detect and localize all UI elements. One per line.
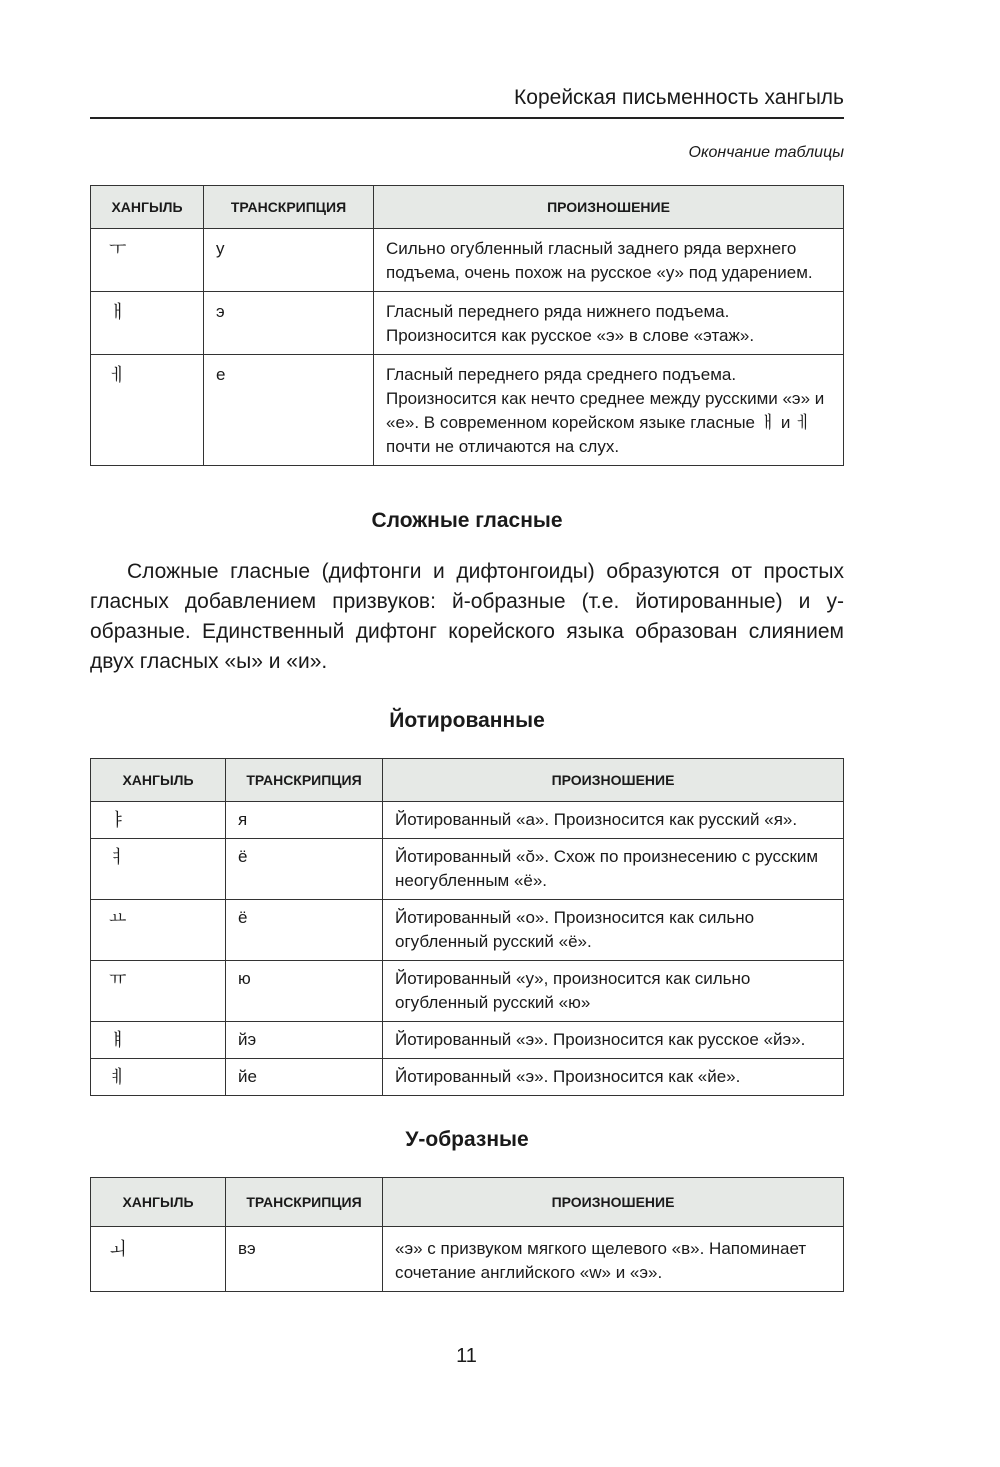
pronunciation-cell: Йотированный «э». Произносится как «йе». xyxy=(383,1059,844,1096)
hangul-cell: ㅕ xyxy=(91,839,226,900)
hangul-cell: ㅚ xyxy=(91,1227,226,1292)
u-type-vowels-table xyxy=(90,1177,844,1292)
hangul-cell: ㅜ xyxy=(91,229,204,292)
col-transcription: ТРАНСКРИПЦИЯ xyxy=(226,759,383,802)
iotated-vowels-table xyxy=(90,758,844,1096)
transcription-cell: йе xyxy=(226,1059,383,1096)
transcription-cell: йэ xyxy=(226,1022,383,1059)
intro-paragraph: Сложные гласные (дифтонги и дифтонгоиды) образуются от простых гласных добавлением призвуков: й-образные (т.е. йотированные) и у-образные. Единственный дифтонг корейского языка образован слиянием двух гласных «ы» и «и». xyxy=(90,560,844,673)
col-pronunciation: ПРОИЗНОШЕНИЕ xyxy=(383,1178,844,1227)
col-pronunciation: ПРОИЗНОШЕНИЕ xyxy=(383,759,844,802)
transcription-cell: ё xyxy=(226,900,383,961)
pronunciation-cell: «э» с призвуком мягкого щелевого «в». Напоминает сочетание английского «w» и «э». xyxy=(383,1227,844,1292)
vowels-table-end xyxy=(90,185,844,466)
pronunciation-cell: Йотированный «у», произносится как сильно огубленный русский «ю» xyxy=(383,961,844,1022)
table-row xyxy=(91,802,844,839)
table-row xyxy=(91,1059,844,1096)
subsection-title-u-type: У-образные xyxy=(405,1128,529,1151)
table-row xyxy=(91,229,844,292)
table-row xyxy=(91,1227,844,1292)
pronunciation-cell: Гласный переднего ряда среднего подъема. Произносится как нечто среднее между русскими «э» и «е». В современном корейском языке гласные ㅐ и ㅔ почти не отличаются на слух. xyxy=(374,355,844,466)
pronunciation-cell: Йотированный «ŏ». Схож по произнесению с русским неогубленным «ё». xyxy=(383,839,844,900)
col-hangul: ХАНГЫЛЬ xyxy=(91,186,204,229)
transcription-cell: ё xyxy=(226,839,383,900)
pronunciation-cell: Йотированный «о». Произносится как сильно огубленный русский «ё». xyxy=(383,900,844,961)
transcription-cell: е xyxy=(204,355,374,466)
hangul-cell: ㅒ xyxy=(91,1022,226,1059)
hangul-cell: ㅖ xyxy=(91,1059,226,1096)
header-rule xyxy=(90,117,844,119)
pronunciation-cell: Сильно огубленный гласный заднего ряда верхнего подъема, очень похож на русское «у» под ударением. xyxy=(374,229,844,292)
pronunciation-cell: Гласный переднего ряда нижнего подъема. Произносится как русское «э» в слове «этаж». xyxy=(374,292,844,355)
table-continuation-label: Окончание таблицы xyxy=(688,144,844,161)
transcription-cell: у xyxy=(204,229,374,292)
pronunciation-cell: Йотированный «э». Произносится как русское «йэ». xyxy=(383,1022,844,1059)
table-row xyxy=(91,961,844,1022)
table-row xyxy=(91,900,844,961)
hangul-cell: ㅠ xyxy=(91,961,226,1022)
transcription-cell: я xyxy=(226,802,383,839)
subsection-title-iotated: Йотированные xyxy=(389,709,545,732)
table-row xyxy=(91,355,844,466)
table-row xyxy=(91,292,844,355)
table-row xyxy=(91,839,844,900)
running-header: Корейская письменность хангыль xyxy=(514,86,844,109)
pronunciation-cell: Йотированный «а». Произносится как русский «я». xyxy=(383,802,844,839)
col-pronunciation: ПРОИЗНОШЕНИЕ xyxy=(374,186,844,229)
section-title: Сложные гласные xyxy=(371,509,563,532)
hangul-cell: ㅑ xyxy=(91,802,226,839)
hangul-cell: ㅔ xyxy=(91,355,204,466)
col-transcription: ТРАНСКРИПЦИЯ xyxy=(204,186,374,229)
hangul-cell: ㅛ xyxy=(91,900,226,961)
table-row xyxy=(91,1022,844,1059)
hangul-cell: ㅐ xyxy=(91,292,204,355)
page-number: 11 xyxy=(456,1345,477,1367)
col-transcription: ТРАНСКРИПЦИЯ xyxy=(226,1178,383,1227)
col-hangul: ХАНГЫЛЬ xyxy=(91,1178,226,1227)
transcription-cell: э xyxy=(204,292,374,355)
transcription-cell: вэ xyxy=(226,1227,383,1292)
col-hangul: ХАНГЫЛЬ xyxy=(91,759,226,802)
transcription-cell: ю xyxy=(226,961,383,1022)
